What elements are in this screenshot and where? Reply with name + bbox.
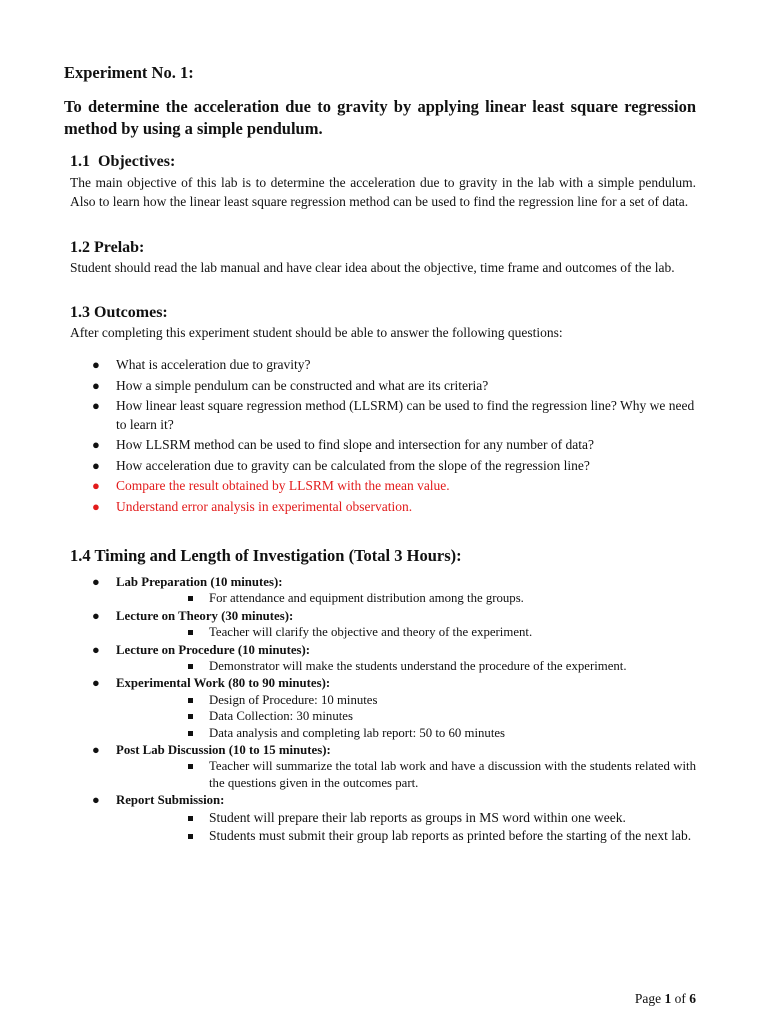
- bullet-icon: ●: [92, 437, 100, 452]
- prelab-heading-text: Prelab:: [94, 239, 145, 256]
- outcomes-intro: After completing this experiment student should be able to answer the following questions:: [70, 325, 563, 340]
- timing-sub-text: Students must submit their group lab reports as printed before the starting of the next lab.: [209, 827, 692, 843]
- timing-item-title: Lab Preparation (10 minutes):: [116, 575, 283, 589]
- timing-sub-item: [116, 624, 696, 640]
- outcome-question-item: [70, 356, 696, 375]
- timing-sub-text: Demonstrator will make the students understand the procedure of the experiment.: [209, 659, 627, 674]
- outcomes-number: 1.3: [70, 304, 90, 321]
- timing-sub-text: Data analysis and completing lab report: 50 to 60 minutes: [209, 725, 506, 740]
- page-word: Page: [634, 991, 662, 1006]
- outcomes-question-list: [70, 356, 696, 518]
- outcome-question-text: What is acceleration due to gravity?: [116, 357, 311, 372]
- timing-item-title: Lecture on Theory (30 minutes):: [116, 608, 294, 623]
- outcome-question-item: [70, 397, 696, 434]
- bullet-icon: ●: [92, 398, 100, 413]
- bullet-icon: ●: [92, 478, 100, 493]
- total-page-number: 6: [689, 991, 696, 1006]
- prelab-number: 1.2: [70, 239, 90, 256]
- square-bullet-icon: [188, 764, 193, 769]
- bullet-icon: ●: [92, 377, 100, 393]
- objectives-number: 1.1: [70, 153, 90, 170]
- timing-sub-text: Data Collection: 30 minutes: [209, 709, 353, 724]
- bullet-icon: ●: [92, 608, 100, 623]
- timing-heading: 1.4 Timing and Length of Investigation (Total 3 Hours):: [70, 546, 462, 565]
- outcome-question-text: How LLSRM method can be used to find slope and intersection for any number of data?: [116, 437, 595, 452]
- bullet-icon: ●: [92, 457, 100, 473]
- square-bullet-icon: [188, 714, 193, 719]
- bullet-icon: ●: [92, 793, 100, 808]
- outcome-question-text: How acceleration due to gravity can be calculated from the slope of the regression line?: [116, 457, 590, 473]
- timing-item: [70, 608, 696, 641]
- bullet-icon: ●: [92, 642, 100, 657]
- timing-item: [70, 675, 696, 741]
- bullet-icon: ●: [92, 498, 100, 514]
- outcome-question-text: How a simple pendulum can be constructed and what are its criteria?: [116, 377, 489, 393]
- timing-sub-list: [116, 692, 696, 741]
- bullet-icon: ●: [92, 676, 100, 691]
- timing-sub-text: Design of Procedure: 10 minutes: [209, 692, 378, 707]
- timing-item-title: Experimental Work (80 to 90 minutes):: [116, 676, 331, 691]
- timing-sub-item: [116, 590, 696, 606]
- square-bullet-icon: [188, 834, 193, 839]
- timing-item-title: Report Submission:: [116, 793, 225, 808]
- timing-sub-list: [116, 590, 696, 606]
- timing-item-title: Post Lab Discussion (10 to 15 minutes):: [116, 743, 331, 758]
- timing-item: [70, 792, 696, 844]
- timing-sub-text: Teacher will clarify the objective and theory of the experiment.: [209, 625, 533, 640]
- timing-sub-list: [116, 624, 696, 640]
- outcome-question-text: Understand error analysis in experimental observation.: [116, 498, 413, 514]
- outcome-question-text: How linear least square regression method (LLSRM) can be used to find the regression line? Why we need to learn it?: [116, 398, 695, 432]
- experiment-number: Experiment No. 1:: [64, 63, 194, 82]
- square-bullet-icon: [188, 698, 193, 703]
- timing-item: [70, 742, 696, 791]
- prelab-text: Student should read the lab manual and have clear idea about the objective, time frame and outcomes of the lab.: [70, 260, 675, 275]
- outcome-question-item: [70, 457, 696, 476]
- timing-sub-item: [116, 692, 696, 708]
- bullet-icon: ●: [92, 743, 100, 758]
- timing-sub-text: Student will prepare their lab reports as groups in MS word within one week.: [209, 809, 626, 825]
- objectives-text: The main objective of this lab is to determine the acceleration due to gravity in the lab with a simple pendulum. Also to learn how the linear least square regression method can be used to find the regression line for a set of data.: [70, 175, 696, 209]
- page-footer: [635, 991, 696, 1007]
- timing-sub-item: [116, 658, 696, 674]
- of-word: of: [674, 991, 686, 1006]
- bullet-icon: ●: [92, 575, 100, 589]
- timing-sub-list: [116, 758, 696, 791]
- outcome-question-item: [70, 498, 696, 517]
- timing-item-title: Lecture on Procedure (10 minutes):: [116, 642, 311, 657]
- timing-sub-list: [116, 809, 696, 845]
- outcome-question-item: [70, 477, 696, 496]
- timing-sub-text: Teacher will summarize the total lab work and have a discussion with the students related with the questions given in the outcomes part.: [209, 759, 696, 790]
- timing-sub-item: [116, 809, 696, 827]
- outcomes-heading: [70, 304, 168, 322]
- experiment-title: To determine the acceleration due to gravity by applying linear least square regression method by using a simple pendulum.: [64, 97, 696, 138]
- outcomes-heading-text: Outcomes:: [94, 304, 168, 321]
- outcome-question-item: [70, 436, 696, 455]
- prelab-heading: [70, 239, 144, 257]
- current-page-number: 1: [664, 991, 672, 1006]
- outcome-question-text: Compare the result obtained by LLSRM with the mean value.: [116, 478, 450, 493]
- timing-sub-text: For attendance and equipment distribution among the groups.: [209, 591, 524, 606]
- square-bullet-icon: [188, 731, 193, 736]
- timing-sub-item: [116, 708, 696, 724]
- timing-sub-list: [116, 658, 696, 674]
- bullet-icon: ●: [92, 357, 100, 372]
- objectives-heading: [70, 153, 175, 171]
- timing-sub-item: [116, 758, 696, 791]
- square-bullet-icon: [188, 664, 193, 669]
- objectives-heading-text: Objectives:: [98, 153, 176, 170]
- square-bullet-icon: [188, 630, 193, 635]
- timing-list: [70, 574, 696, 846]
- timing-item: [70, 642, 696, 675]
- square-bullet-icon: [188, 596, 193, 601]
- square-bullet-icon: [188, 816, 193, 821]
- timing-sub-item: [116, 827, 696, 845]
- timing-sub-item: [116, 725, 696, 741]
- outcome-question-item: [70, 377, 696, 396]
- timing-item: [70, 574, 696, 607]
